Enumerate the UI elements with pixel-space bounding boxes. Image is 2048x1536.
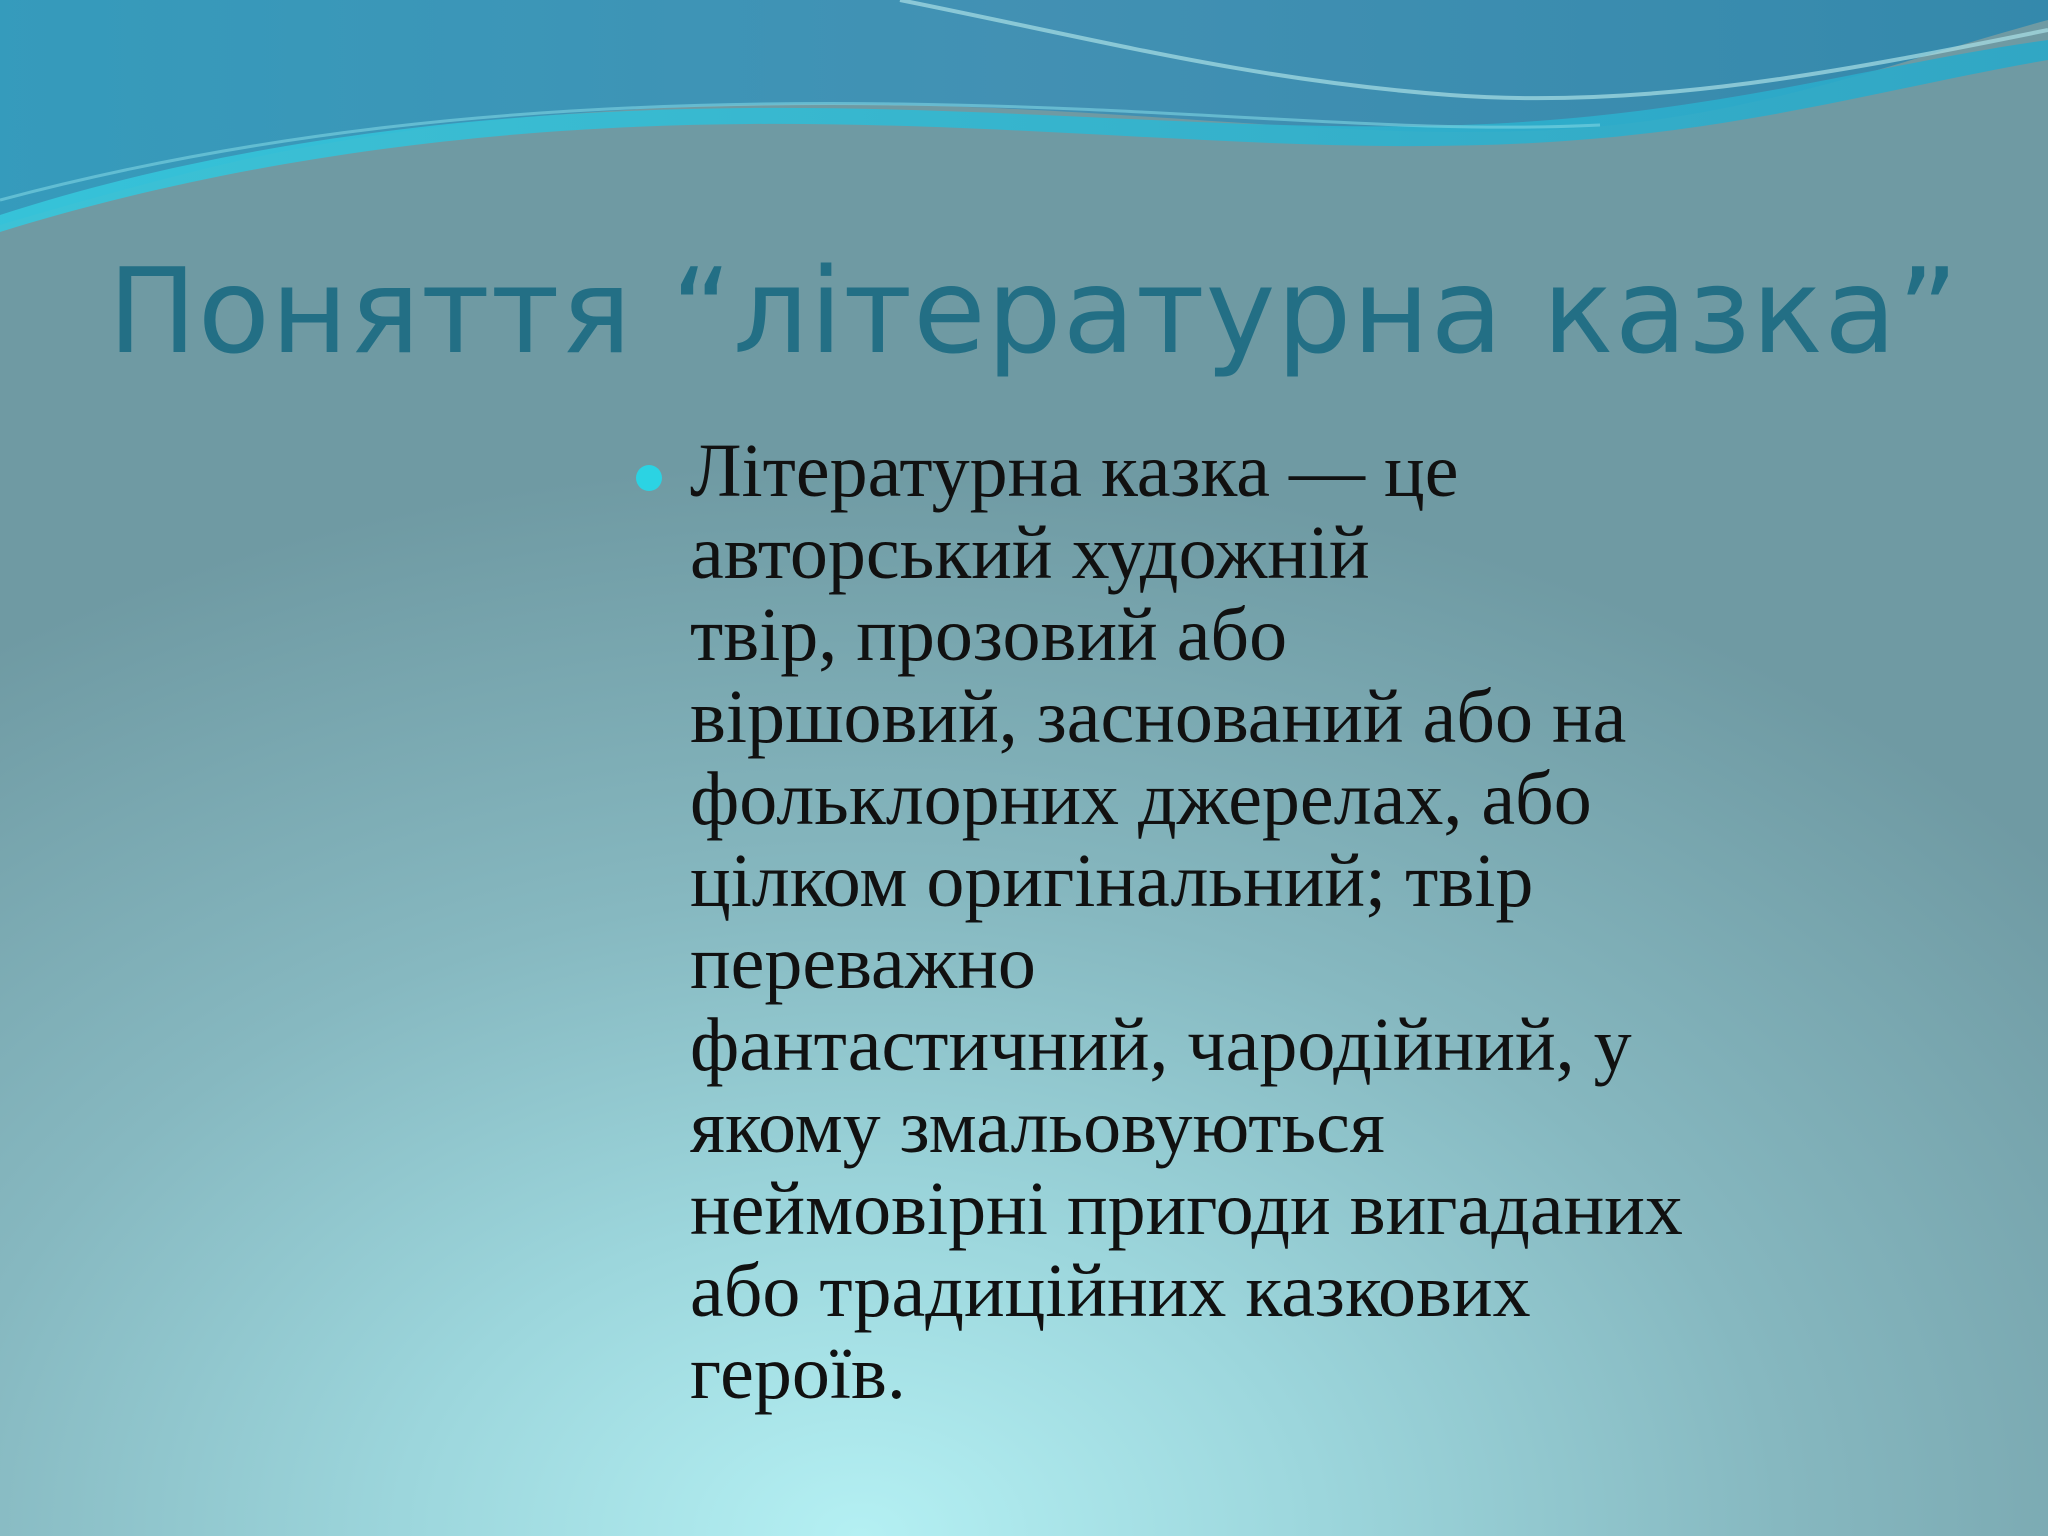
bullet-dot-icon: [636, 465, 662, 491]
bullet-text: [690, 430, 2016, 1414]
slide-content: [636, 430, 2016, 1414]
bullet-line: героїв.: [690, 1331, 906, 1415]
bullet-line: віршовий, заснований або на: [690, 675, 1627, 759]
bullet-line: Літературна казка — це: [690, 429, 1459, 513]
bullet-line: якому змальовуються: [690, 1085, 1385, 1169]
header-wave-decoration: [0, 0, 2048, 240]
slide-title: Поняття “літературна казка”: [108, 242, 1960, 380]
bullet-line: фантастичний, чародійний, у: [690, 1003, 1632, 1087]
bullet-line: або традиційних казкових: [690, 1249, 1531, 1333]
bullet-item: [636, 430, 2016, 1414]
bullet-line: фольклорних джерелах, або: [690, 757, 1592, 841]
bullet-line: переважно: [690, 921, 1036, 1005]
bullet-line: цілком оригінальний; твір: [690, 839, 1534, 923]
bullet-line: твір, прозовий або: [690, 593, 1288, 677]
bullet-line: неймовірні пригоди вигаданих: [690, 1167, 1683, 1251]
bullet-line: авторський художній: [690, 511, 1370, 595]
